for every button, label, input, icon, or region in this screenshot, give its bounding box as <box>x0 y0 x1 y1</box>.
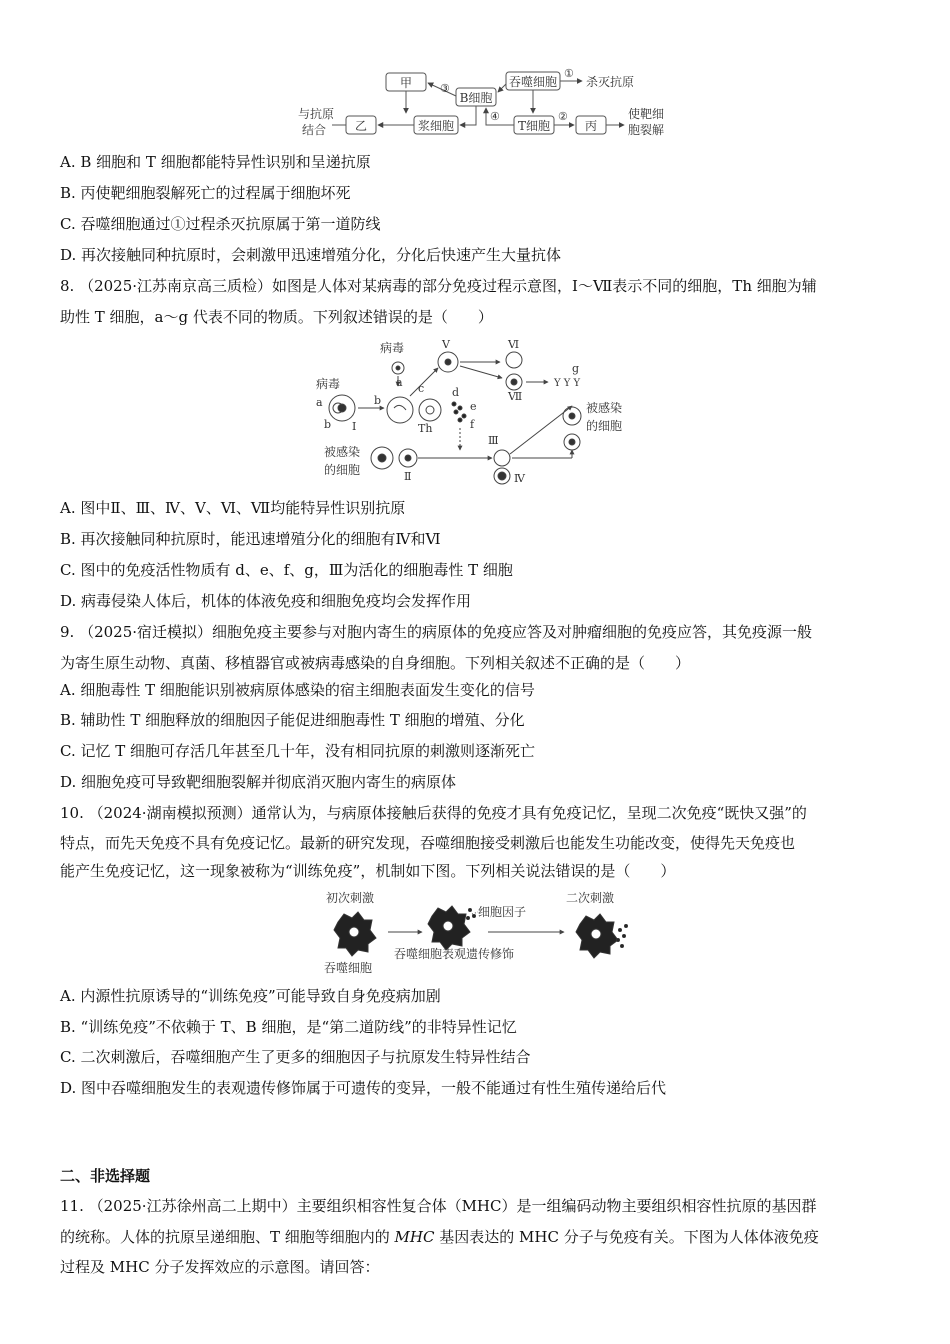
q11-line2-part2: 基因表达的 MHC 分子与免疫有关。下图为人体体液免疫 <box>434 1228 819 1246</box>
label-i: Ⅰ <box>352 420 357 433</box>
yi-label: 乙 <box>354 119 368 133</box>
q10-stem-line2: 特点，而先天免疫不具有免疫记忆。最新的研究发现，吞噬细胞接受刺激后也能发生功能改变，使得先天免疫也 <box>60 834 796 852</box>
label-infected-left-2: 的细胞 <box>324 463 361 477</box>
q10-option-d: D. 图中吞噬细胞发生的表观遗传修饰属于可遗传的变异，一般不能通过有性生殖传递给后代 <box>60 1079 667 1097</box>
q7-option-b: B. 丙使靶细胞裂解死亡的过程属于细胞坏死 <box>60 184 351 202</box>
label-a-left: a <box>316 396 323 409</box>
q8-stem-line1: 8. （2025·江苏南京高三质检）如图是人体对某病毒的部分免疫过程示意图，Ⅰ～Ⅶ表示不同的细胞，Th 细胞为辅 <box>60 277 817 295</box>
q11-stem-line3: 过程及 MHC 分子发挥效应的示意图。请回答： <box>60 1258 380 1276</box>
q8-stem-line2: 助性 T 细胞，a～g 代表不同的物质。下列叙述错误的是（ ） <box>60 308 493 326</box>
q10-stem-line1: 10. （2024·湖南模拟预测）通常认为，与病原体接触后获得的免疫才具有免疫记忆，呈现二次免疫“既快又强”的 <box>60 804 807 822</box>
label-virus-left: 病毒 <box>316 377 341 391</box>
q10-option-c: C. 二次刺激后，吞噬细胞产生了更多的细胞因子与抗原发生特异性结合 <box>60 1048 531 1066</box>
q10-stem-line3: 能产生免疫记忆，这一现象被称为“训练免疫”，机制如下图。下列相关说法错误的是（ ） <box>60 862 676 880</box>
label-b-mid: b <box>374 394 382 407</box>
label-e: e <box>470 400 477 413</box>
label-vi: Ⅵ <box>508 338 520 351</box>
label-vii: Ⅶ <box>508 390 523 403</box>
label-g: g <box>572 362 580 375</box>
immune-flow-diagram <box>290 66 670 140</box>
label-a-top: a <box>396 376 403 389</box>
trained-immunity-diagram <box>318 886 638 978</box>
label-cytokine: 细胞因子 <box>478 905 527 919</box>
q8-option-b: B. 再次接触同种抗原时，能迅速增殖分化的细胞有Ⅳ和Ⅵ <box>60 530 441 548</box>
label-first-stimulus: 初次刺激 <box>326 891 375 905</box>
q10-option-b: B. “训练免疫”不依赖于 T、B 细胞，是“第二道防线”的非特异性记忆 <box>60 1018 517 1036</box>
label-ii: Ⅱ <box>404 470 412 483</box>
cell-iii <box>494 450 510 466</box>
label-phagocyte: 吞噬细胞 <box>324 961 373 975</box>
kill-antigen-label: 杀灭抗原 <box>586 75 635 89</box>
phagocyte-label: 吞噬细胞 <box>508 75 558 89</box>
q8-option-d: D. 病毒侵染人体后，机体的体液免疫和细胞免疫均会发挥作用 <box>60 592 472 610</box>
label-virus-top: 病毒 <box>380 341 405 355</box>
section-heading-nonchoice: 二、非选择题 <box>60 1167 151 1185</box>
q7-option-d: D. 再次接触同种抗原时，会刺激甲迅速增殖分化，分化后快速产生大量抗体 <box>60 246 562 264</box>
label-second-stimulus: 二次刺激 <box>566 891 615 905</box>
label-d: d <box>452 386 460 399</box>
label-f: f <box>470 418 475 431</box>
step-2-marker: ② <box>558 110 568 123</box>
q9-stem-line1: 9. （2025·宿迁模拟）细胞免疫主要参与对胞内寄生的病原体的免疫应答及对肿瘤细胞的免疫应答，其免疫源一般 <box>60 623 813 641</box>
label-b-left: b <box>324 418 332 431</box>
q8-option-a: A. 图中Ⅱ、Ⅲ、Ⅳ、Ⅴ、Ⅵ、Ⅶ均能特异性识别抗原 <box>60 499 406 517</box>
q9-option-c: C. 记忆 T 细胞可存活几年甚至几十年，没有相同抗原的刺激则逐渐死亡 <box>60 742 536 760</box>
q10-option-a: A. 内源性抗原诱导的“训练免疫”可能导致自身免疫病加剧 <box>60 987 441 1005</box>
virus-immunity-diagram <box>310 338 650 490</box>
bind-antigen-line1: 与抗原 <box>298 107 335 121</box>
step-3-marker: ③ <box>440 82 450 95</box>
lyse-target-line2: 胞裂解 <box>628 123 665 137</box>
label-infected-left-1: 被感染 <box>324 445 361 459</box>
t-cell-label: T细胞 <box>517 119 551 133</box>
cell-vi <box>506 352 522 368</box>
label-epigenetic: 吞噬细胞表观遗传修饰 <box>394 947 515 961</box>
label-iii: Ⅲ <box>488 434 499 447</box>
step-4-marker: ④ <box>490 110 500 123</box>
q9-option-b: B. 辅助性 T 细胞释放的细胞因子能促进细胞毒性 T 细胞的增殖、分化 <box>60 711 525 729</box>
q8-option-c: C. 图中的免疫活性物质有 d、e、f、g，Ⅲ为活化的细胞毒性 T 细胞 <box>60 561 513 579</box>
bing-label: 丙 <box>584 119 598 133</box>
q9-stem-line2: 为寄生原生动物、真菌、移植器官或被病毒感染的自身细胞。下列相关叙述不正确的是（ ） <box>60 654 691 672</box>
cell-th <box>419 399 441 421</box>
step-1-marker: ① <box>564 67 574 80</box>
b-cell-label: B细胞 <box>459 91 493 105</box>
label-th: Th <box>418 422 433 435</box>
antibody-symbols: Y Y Y <box>554 378 581 389</box>
q11-mhc-gene-italic: MHC <box>394 1228 435 1246</box>
q7-option-c: C. 吞噬细胞通过①过程杀灭抗原属于第一道防线 <box>60 215 381 233</box>
q11-stem-line2 <box>60 1227 819 1247</box>
label-iv: Ⅳ <box>514 472 525 485</box>
label-v: Ⅴ <box>442 338 450 351</box>
plasma-cell-label: 浆细胞 <box>417 119 455 133</box>
label-infected-right-2: 的细胞 <box>586 419 623 433</box>
q7-option-a: A. B 细胞和 T 细胞都能特异性识别和呈递抗原 <box>60 153 371 171</box>
q9-option-a: A. 细胞毒性 T 细胞能识别被病原体感染的宿主细胞表面发生变化的信号 <box>60 681 535 699</box>
bind-antigen-line2: 结合 <box>302 123 327 137</box>
cell-b-presenting <box>387 397 413 423</box>
label-infected-right-1: 被感染 <box>586 401 623 415</box>
lyse-target-line1: 使靶细 <box>628 107 665 121</box>
q11-line2-part1: 的统称。人体的抗原呈递细胞、T 细胞等细胞内的 <box>60 1228 395 1246</box>
q11-stem-line1: 11. （2025·江苏徐州高二上期中）主要组织相容性复合体（MHC）是一组编码动物主要组织相容性抗原的基因群 <box>60 1197 817 1215</box>
q9-option-d: D. 细胞免疫可导致靶细胞裂解并彻底消灭胞内寄生的病原体 <box>60 773 457 791</box>
jia-label: 甲 <box>399 76 413 90</box>
label-c: c <box>418 382 425 395</box>
